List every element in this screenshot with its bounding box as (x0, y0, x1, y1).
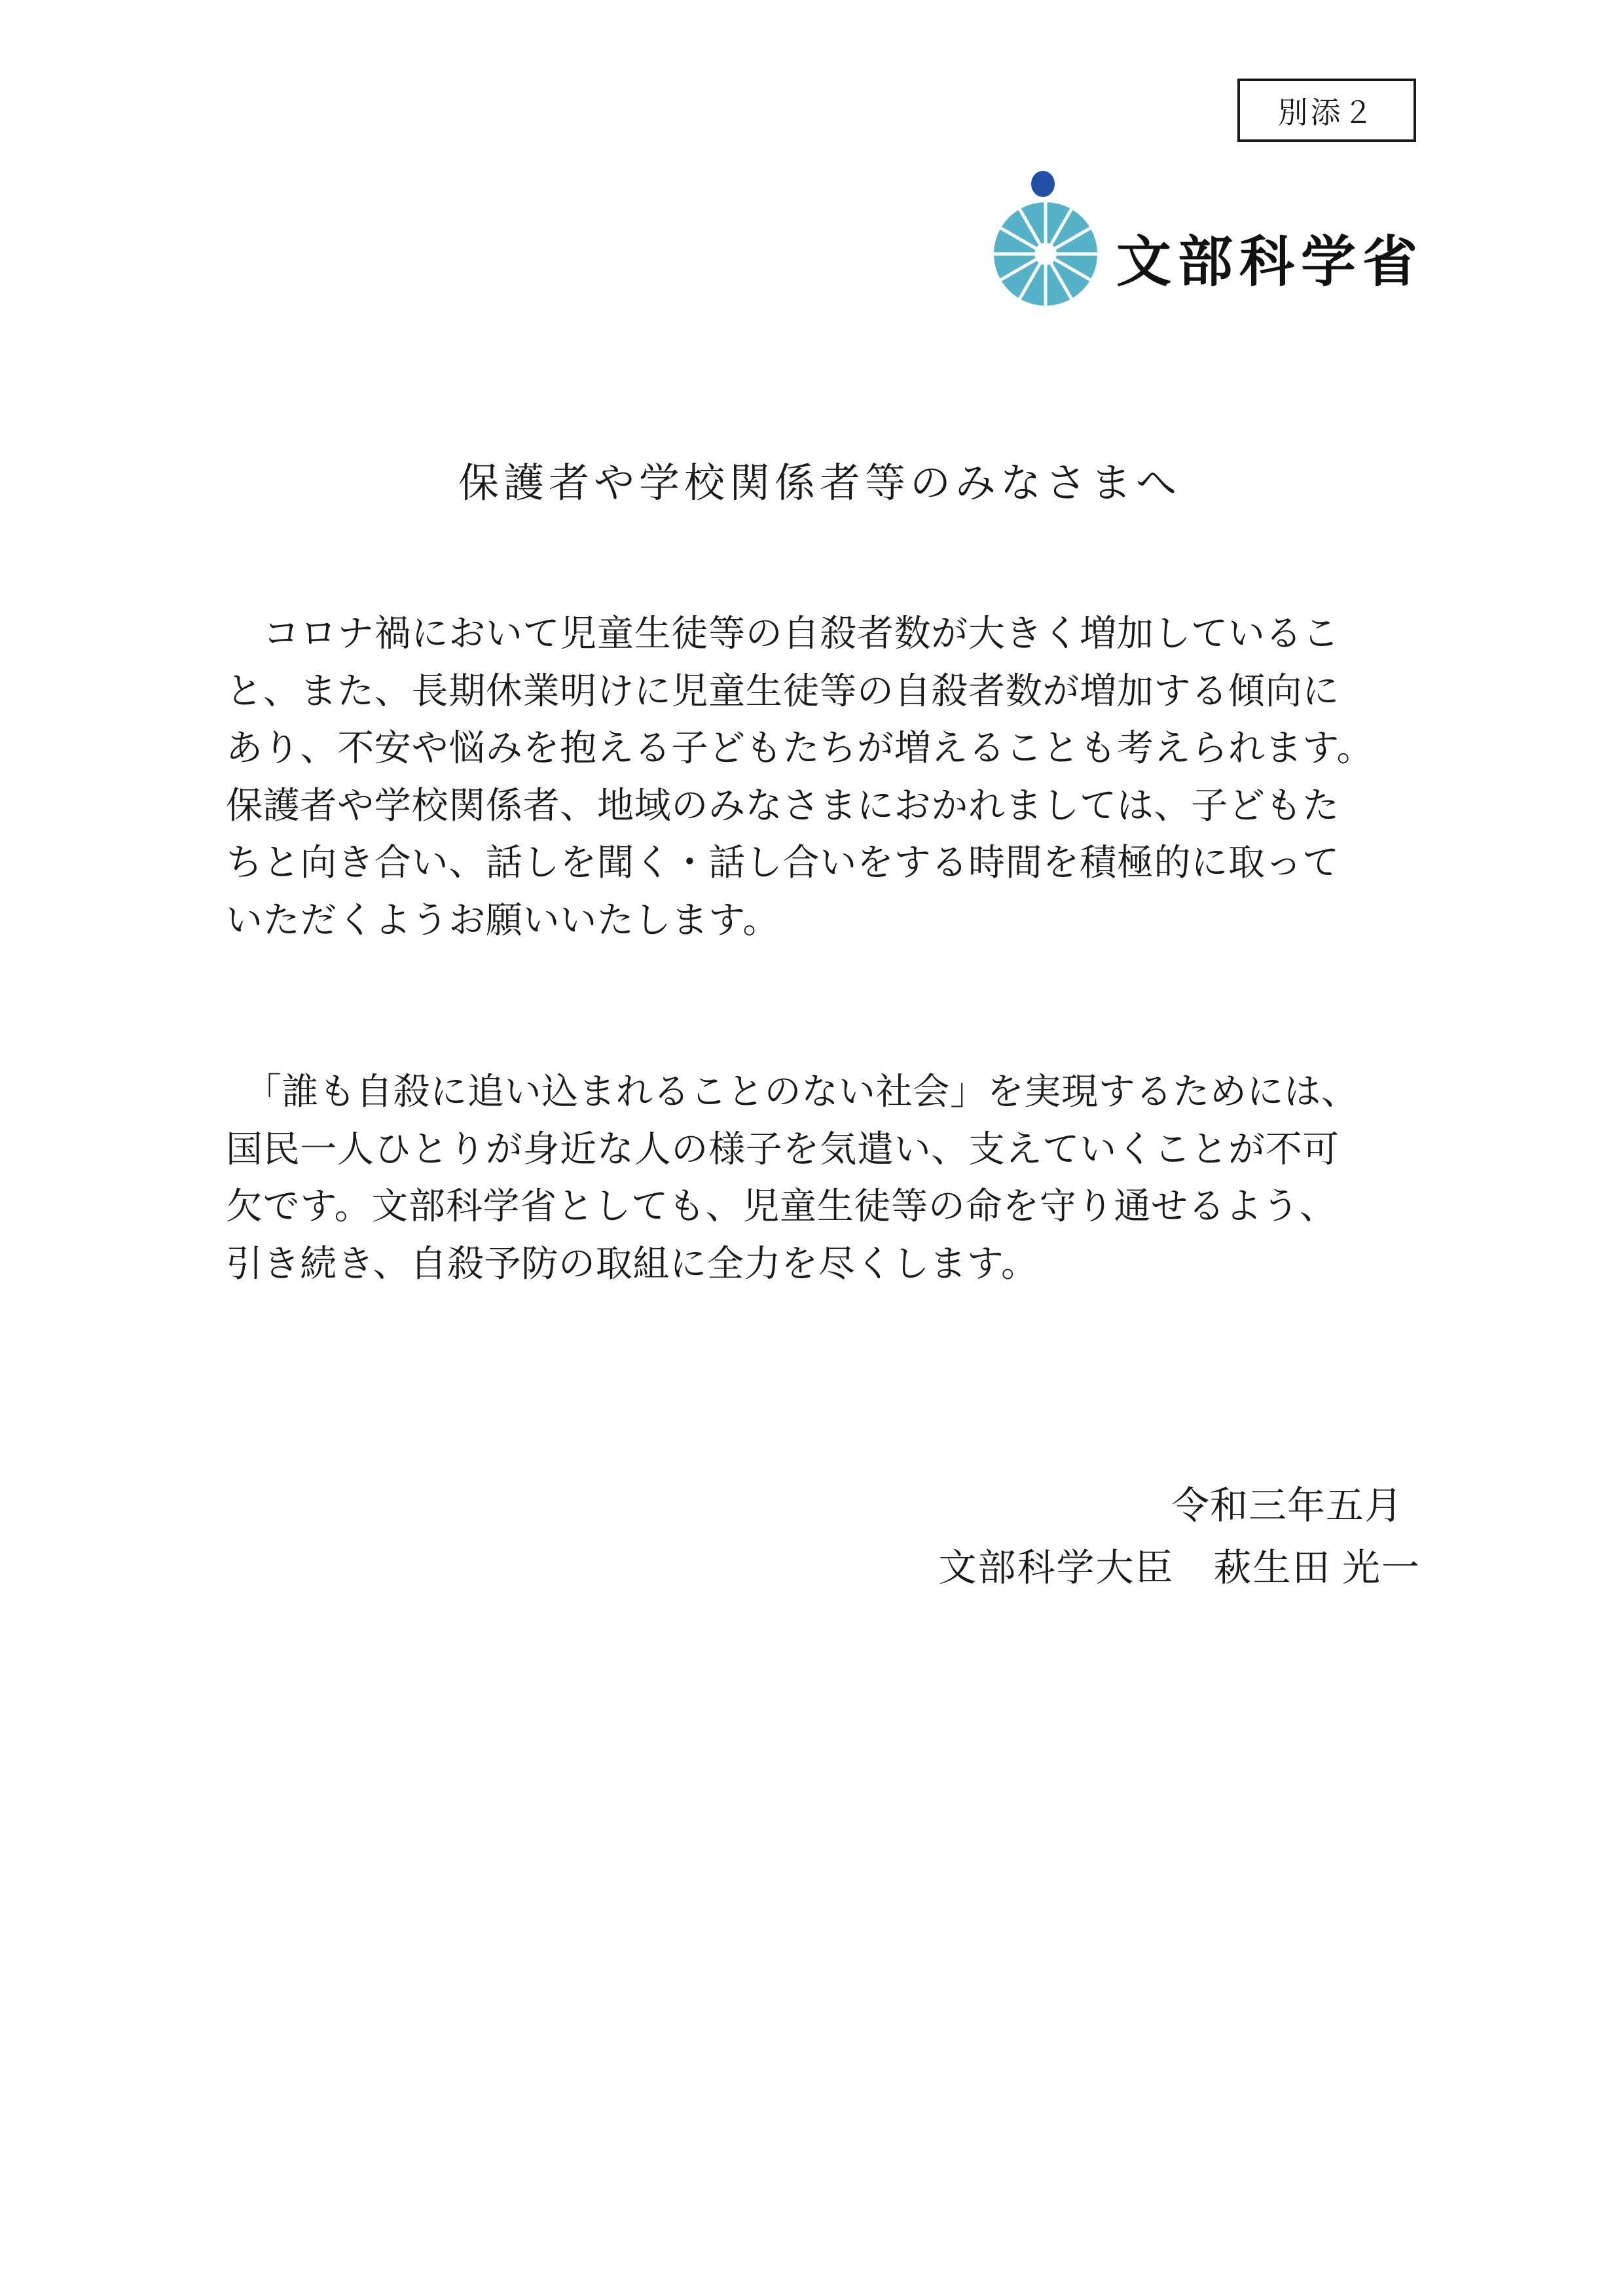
attachment-label: 別添２ (1277, 96, 1376, 130)
text-line: 国民一人ひとりが身近な人の様子を気遣い、支えていくことが不可 (226, 1129, 1340, 1170)
text-line: と、また、長期休業明けに児童生徒等の自殺者数が増加する傾向に (226, 671, 1340, 712)
letter-paragraph-1 (226, 606, 1424, 950)
text-line: 欠です。文部科学省としても、児童生徒等の命を守り通せるよう、 (226, 1187, 1337, 1228)
mext-emblem-icon (991, 169, 1102, 310)
letter-title: 保護者や学校関係者等のみなさまへ (458, 461, 1182, 506)
attachment-label-box (1237, 79, 1416, 142)
text-line: 保護者や学校関係者、地域のみなさまにおかれましては、子どもた (226, 785, 1340, 827)
letter-paragraph-2 (226, 1064, 1424, 1293)
text-line: あり、不安や悩みを抱える子どもたちが増えることも考えられます。 (226, 728, 1374, 770)
text-line: 引き続き、自殺予防の取組に全力を尽くします。 (226, 1244, 1038, 1285)
text-line: コロナ禍において児童生徒等の自殺者数が大きく増加しているこ (226, 614, 1340, 655)
text-line: ちと向き合い、話しを聞く・話し合いをする時間を積極的に取って (226, 843, 1340, 884)
emblem-dot (1031, 171, 1055, 197)
emblem-wheel (994, 202, 1097, 306)
text-line: 「誰も自殺に追い込まれることのない社会」を実現するためには、 (226, 1072, 1359, 1113)
letter-signature: 文部科学大臣 萩生田 光一 (938, 1547, 1421, 1589)
text-line: いただくようお願いいたします。 (226, 900, 780, 941)
ministry-name: 文部科学省 (1116, 231, 1425, 293)
letter-date: 令和三年五月 (1171, 1484, 1403, 1527)
